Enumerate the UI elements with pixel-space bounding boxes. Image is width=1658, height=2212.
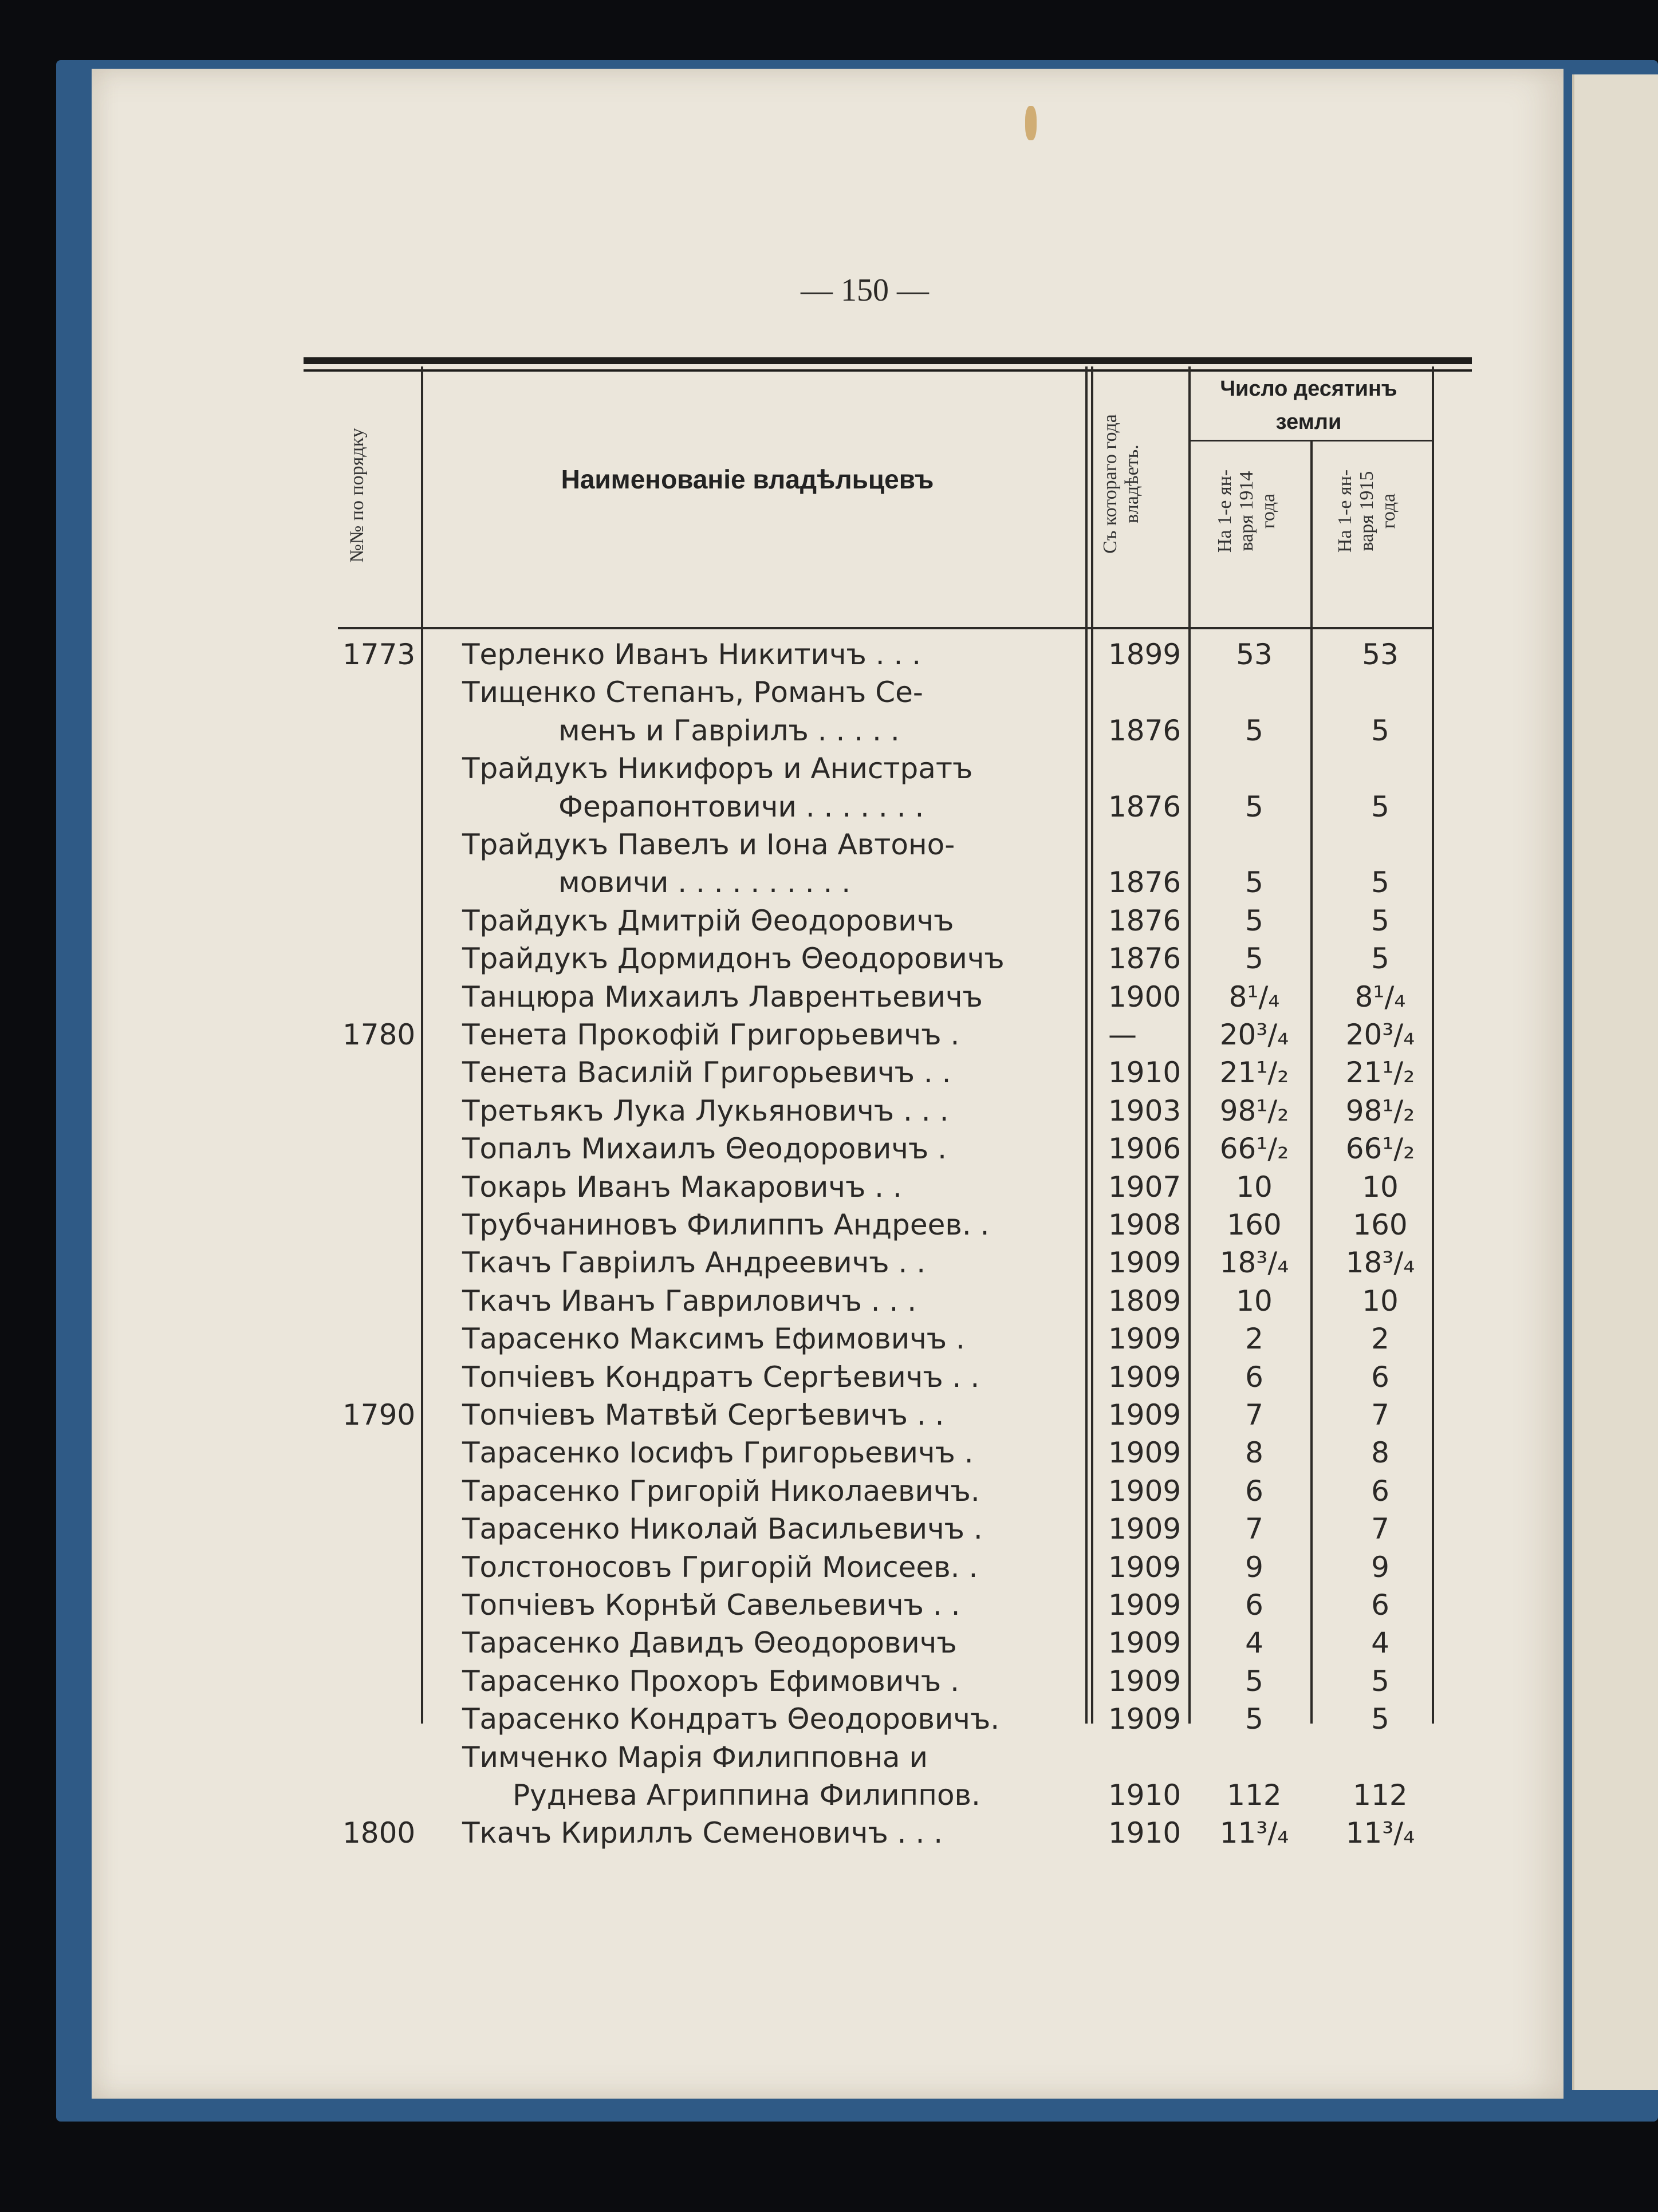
land-1914: 4 <box>1245 1626 1263 1660</box>
table-row <box>0 1282 1658 1320</box>
land-1914: 8 <box>1245 1436 1263 1470</box>
land-1915: 8 <box>1371 1436 1389 1470</box>
table-row <box>0 1206 1658 1244</box>
since-year: 1908 <box>1108 1208 1182 1241</box>
owner-name: Тарасенко Григорій Николаевичъ. <box>462 1474 980 1508</box>
owner-name: Топалъ Михаилъ Θеодоровичъ . <box>462 1132 947 1166</box>
since-year: 1910 <box>1108 1779 1182 1812</box>
land-1914: 10 <box>1236 1170 1273 1204</box>
owner-name: Трайдукъ Никифоръ и Анистратъ <box>462 752 973 786</box>
header-owner-name: Наименованіе владѣльцевъ <box>561 464 934 494</box>
land-1915: 10 <box>1362 1170 1399 1204</box>
table-row <box>0 826 1658 863</box>
owner-name: Тарасенко Кондратъ Θеодоровичъ. <box>462 1702 1000 1736</box>
land-1914: 21¹/₂ <box>1219 1056 1289 1090</box>
land-1914: 10 <box>1236 1284 1273 1318</box>
land-1915: 5 <box>1371 1702 1389 1736</box>
header-since-year: Съ котораго года владѣеть. <box>1100 414 1143 554</box>
land-1914: 5 <box>1245 790 1263 823</box>
land-1915: 7 <box>1371 1512 1389 1546</box>
table-row <box>0 1472 1658 1510</box>
since-year: 1909 <box>1108 1360 1182 1394</box>
land-1915: 5 <box>1371 866 1389 900</box>
table-row <box>0 1586 1658 1624</box>
table-row <box>0 1624 1658 1662</box>
since-year: 1809 <box>1108 1284 1182 1318</box>
land-1914: 5 <box>1245 1702 1263 1736</box>
since-year: 1876 <box>1108 866 1182 900</box>
owner-name: Тенета Прокофій Григорьевичъ . <box>462 1018 960 1051</box>
row-number: 1790 <box>342 1398 416 1432</box>
since-year: 1909 <box>1108 1246 1182 1280</box>
land-1915: 53 <box>1362 638 1399 671</box>
land-1915: 18³/₄ <box>1345 1246 1415 1280</box>
table-row <box>0 1396 1658 1434</box>
land-1914: 66¹/₂ <box>1219 1132 1289 1166</box>
land-1914: 112 <box>1227 1779 1282 1812</box>
since-year: 1900 <box>1108 980 1182 1014</box>
table-row <box>0 1700 1658 1738</box>
owner-name: Тарасенко Максимъ Ефимовичъ . <box>462 1322 965 1356</box>
since-year: 1876 <box>1108 713 1182 747</box>
land-1914: 6 <box>1245 1474 1263 1508</box>
land-1914: 8¹/₄ <box>1228 980 1280 1014</box>
since-year: 1907 <box>1108 1170 1182 1204</box>
land-1914: 9 <box>1245 1550 1263 1584</box>
owner-name: Токарь Иванъ Макаровичъ . . <box>462 1170 902 1204</box>
land-1914: 6 <box>1245 1360 1263 1394</box>
land-1915: 7 <box>1371 1398 1389 1432</box>
table-row <box>0 1168 1658 1206</box>
row-number: 1800 <box>342 1816 416 1850</box>
since-year: 1909 <box>1108 1436 1182 1470</box>
since-year: — <box>1108 1018 1137 1051</box>
header-land-group: Число десятинъ земли <box>1220 377 1397 434</box>
table-row <box>0 1320 1658 1358</box>
table-row <box>0 863 1658 901</box>
owner-name: менъ и Гавріилъ . . . . . <box>558 713 900 747</box>
page-number: — 150 — <box>801 273 929 308</box>
owner-name: Тарасенко Іосифъ Григорьевичъ . <box>462 1436 974 1470</box>
owner-name: Тенета Василій Григорьевичъ . . <box>462 1056 951 1090</box>
table-row <box>0 978 1658 1016</box>
land-1915: 6 <box>1371 1474 1389 1508</box>
since-year: 1876 <box>1108 790 1182 823</box>
header-rule-thin <box>304 369 1472 372</box>
owner-name: Терленко Иванъ Никитичъ . . . <box>462 638 921 671</box>
since-year: 1910 <box>1108 1056 1182 1090</box>
land-1915: 8¹/₄ <box>1354 980 1406 1014</box>
owner-name: Тарасенко Давидъ Θеодоровичъ <box>462 1626 957 1660</box>
land-1915: 6 <box>1371 1588 1389 1622</box>
table-row <box>0 788 1658 826</box>
header-jan-1914: На 1-е ян- варя 1914 года <box>1214 469 1279 553</box>
owner-name: Третьякъ Лука Лукьяновичъ . . . <box>462 1094 949 1127</box>
owner-name: Танцюра Михаилъ Лаврентьевичъ <box>462 980 983 1014</box>
land-1914: 160 <box>1227 1208 1282 1241</box>
land-1914: 98¹/₂ <box>1219 1094 1289 1127</box>
land-1914: 2 <box>1245 1322 1263 1356</box>
table-row <box>0 636 1658 673</box>
land-1915: 9 <box>1371 1550 1389 1584</box>
since-year: 1909 <box>1108 1474 1182 1508</box>
header-rule-thick <box>304 357 1472 364</box>
owner-name: Ткачъ Иванъ Гавриловичъ . . . <box>462 1284 917 1318</box>
since-year: 1909 <box>1108 1398 1182 1432</box>
owner-name: Топчіевъ Кондратъ Сергѣевичъ . . <box>462 1360 980 1394</box>
owner-name: Трайдукъ Павелъ и Іона Автоно- <box>462 828 955 861</box>
land-1915: 20³/₄ <box>1345 1018 1415 1051</box>
owner-name: Ткачъ Гавріилъ Андреевичъ . . <box>462 1246 926 1280</box>
header-row-number: №№ по порядку <box>346 428 368 563</box>
table-row <box>0 1092 1658 1130</box>
land-1915: 2 <box>1371 1322 1389 1356</box>
land-1914: 5 <box>1245 866 1263 900</box>
table-row <box>0 1244 1658 1282</box>
header-bottom-rule <box>338 627 1432 629</box>
since-year: 1906 <box>1108 1132 1182 1166</box>
owner-name: Тарасенко Прохоръ Ефимовичъ . <box>462 1664 960 1698</box>
table-row <box>0 750 1658 787</box>
owner-name: Руднева Агриппина Филиппов. <box>513 1779 980 1812</box>
since-year: 1909 <box>1108 1664 1182 1698</box>
land-1914: 18³/₄ <box>1219 1246 1289 1280</box>
land-1914: 20³/₄ <box>1219 1018 1289 1051</box>
table-row <box>0 1358 1658 1396</box>
owner-name: Трубчаниновъ Филиппъ Андреев. . <box>462 1208 990 1241</box>
table-row <box>0 1814 1658 1852</box>
owner-name: Тищенко Степанъ, Романъ Се- <box>462 676 923 709</box>
land-1914: 6 <box>1245 1588 1263 1622</box>
since-year: 1909 <box>1108 1512 1182 1546</box>
table-row <box>0 940 1658 977</box>
land-1914: 7 <box>1245 1398 1263 1432</box>
owner-name: мовичи . . . . . . . . . . <box>558 866 851 900</box>
table-row <box>0 1016 1658 1054</box>
owner-name: Ткачъ Кириллъ Семеновичъ . . . <box>462 1816 943 1850</box>
land-1915: 160 <box>1353 1208 1408 1241</box>
owner-name: Ферапонтовичи . . . . . . . <box>558 790 924 823</box>
owner-name: Толстоносовъ Григорій Моисеев. . <box>462 1550 978 1584</box>
land-1915: 98¹/₂ <box>1345 1094 1415 1127</box>
land-1914: 53 <box>1236 638 1273 671</box>
row-number: 1773 <box>342 638 416 671</box>
land-1914: 5 <box>1245 713 1263 747</box>
land-1914: 7 <box>1245 1512 1263 1546</box>
land-1915: 21¹/₂ <box>1345 1056 1415 1090</box>
land-1915: 66¹/₂ <box>1345 1132 1415 1166</box>
since-year: 1899 <box>1108 638 1182 671</box>
land-1915: 6 <box>1371 1360 1389 1394</box>
owner-name: Трайдукъ Дмитрій Θеодоровичъ <box>462 904 954 937</box>
since-year: 1903 <box>1108 1094 1182 1127</box>
table-row <box>0 1548 1658 1586</box>
since-year: 1909 <box>1108 1550 1182 1584</box>
land-1915: 5 <box>1371 790 1389 823</box>
table-row <box>0 1054 1658 1091</box>
table-row <box>0 1130 1658 1168</box>
since-year: 1909 <box>1108 1588 1182 1622</box>
land-1915: 112 <box>1353 1779 1408 1812</box>
table-row <box>0 1776 1658 1814</box>
land-1915: 10 <box>1362 1284 1399 1318</box>
row-number: 1780 <box>342 1018 416 1051</box>
land-1915: 11³/₄ <box>1345 1816 1415 1850</box>
owner-name: Тимченко Марія Филипповна и <box>462 1740 928 1774</box>
table-row <box>0 1662 1658 1700</box>
land-1914: 5 <box>1245 904 1263 937</box>
land-1914: 5 <box>1245 942 1263 976</box>
owner-name: Трайдукъ Дормидонъ Θеодоровичъ <box>462 942 1005 976</box>
land-1914: 5 <box>1245 1664 1263 1698</box>
table-row <box>0 1434 1658 1472</box>
land-1915: 5 <box>1371 942 1389 976</box>
land-1915: 5 <box>1371 1664 1389 1698</box>
since-year: 1876 <box>1108 904 1182 937</box>
table-row <box>0 902 1658 940</box>
land-1915: 5 <box>1371 904 1389 937</box>
table-row <box>0 1738 1658 1776</box>
table-row <box>0 712 1658 750</box>
paper-stain <box>1025 106 1037 140</box>
header-jan-1915: На 1-е ян- варя 1915 года <box>1334 469 1399 553</box>
land-1915: 4 <box>1371 1626 1389 1660</box>
land-1915: 5 <box>1371 713 1389 747</box>
table-row <box>0 1510 1658 1548</box>
owner-name: Тарасенко Николай Васильевичъ . <box>462 1512 983 1546</box>
table-row <box>0 673 1658 711</box>
owner-name: Топчіевъ Корнѣй Савельевичъ . . <box>462 1588 960 1622</box>
since-year: 1909 <box>1108 1626 1182 1660</box>
since-year: 1909 <box>1108 1322 1182 1356</box>
owner-name: Топчіевъ Матвѣй Сергѣевичъ . . <box>462 1398 944 1432</box>
since-year: 1910 <box>1108 1816 1182 1850</box>
land-1914: 11³/₄ <box>1219 1816 1289 1850</box>
since-year: 1909 <box>1108 1702 1182 1736</box>
since-year: 1876 <box>1108 942 1182 976</box>
